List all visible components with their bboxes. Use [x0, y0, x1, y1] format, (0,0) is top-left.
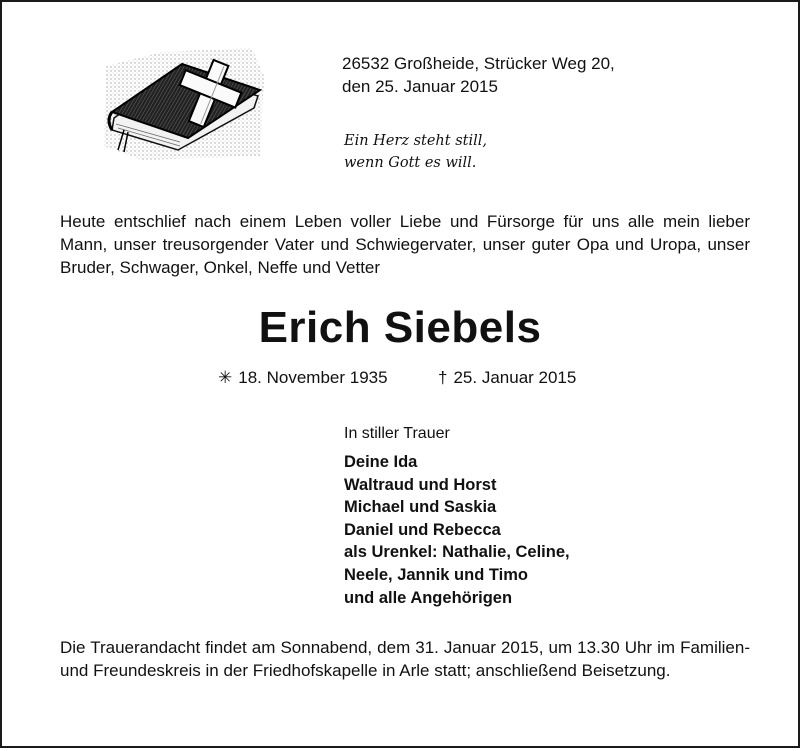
mourner-line: Neele, Jannik und Timo [344, 565, 528, 584]
death-date-text: 25. Januar 2015 [453, 368, 577, 387]
mourner-line: Michael und Saskia [344, 498, 497, 517]
motto-line: Ein Herz steht still, [344, 133, 487, 149]
mourning-label: In stiller Trauer [344, 425, 450, 442]
mourner-line: Deine Ida [344, 453, 418, 471]
birth-date [218, 366, 388, 389]
mourner-line: und alle Angehörigen [344, 588, 513, 607]
date-line: den 25. Januar 2015 [342, 77, 498, 96]
mourner-line: Daniel und Rebecca [344, 520, 501, 539]
death-cross-icon: † [438, 368, 448, 387]
mourner-line: als Urenkel: Nathalie, Celine, [344, 543, 570, 562]
deceased-name: Erich Siebels [258, 303, 542, 352]
address-block [342, 52, 615, 98]
intro-text: Heute entschlief nach einem Leben voller Liebe und Fürsorge für uns alle mein lieber Mann, unser treusorgender Vater und Schwiegervater, unser guter Opa und Uropa, unser Bruder, Schwager, Onkel, Neffe und Vetter [60, 212, 750, 277]
motto [344, 130, 487, 174]
birth-star-icon: ✳ [218, 368, 233, 387]
address-line: 26532 Großheide, Strücker Weg 20, [342, 54, 615, 73]
mourner-line: Waltraud und Horst [344, 475, 497, 494]
bible-with-cross-icon [102, 46, 268, 162]
mourners-list [344, 451, 570, 609]
death-date [438, 366, 576, 389]
service-text: Die Trauerandacht findet am Sonnabend, dem 31. Januar 2015, um 13.30 Uhr im Familien- und Freundeskreis in der Friedhofskapelle in Arle statt; anschließend Beisetzung. [60, 638, 750, 680]
birth-date-text: 18. November 1935 [238, 368, 388, 387]
motto-line: wenn Gott es will. [344, 155, 477, 171]
